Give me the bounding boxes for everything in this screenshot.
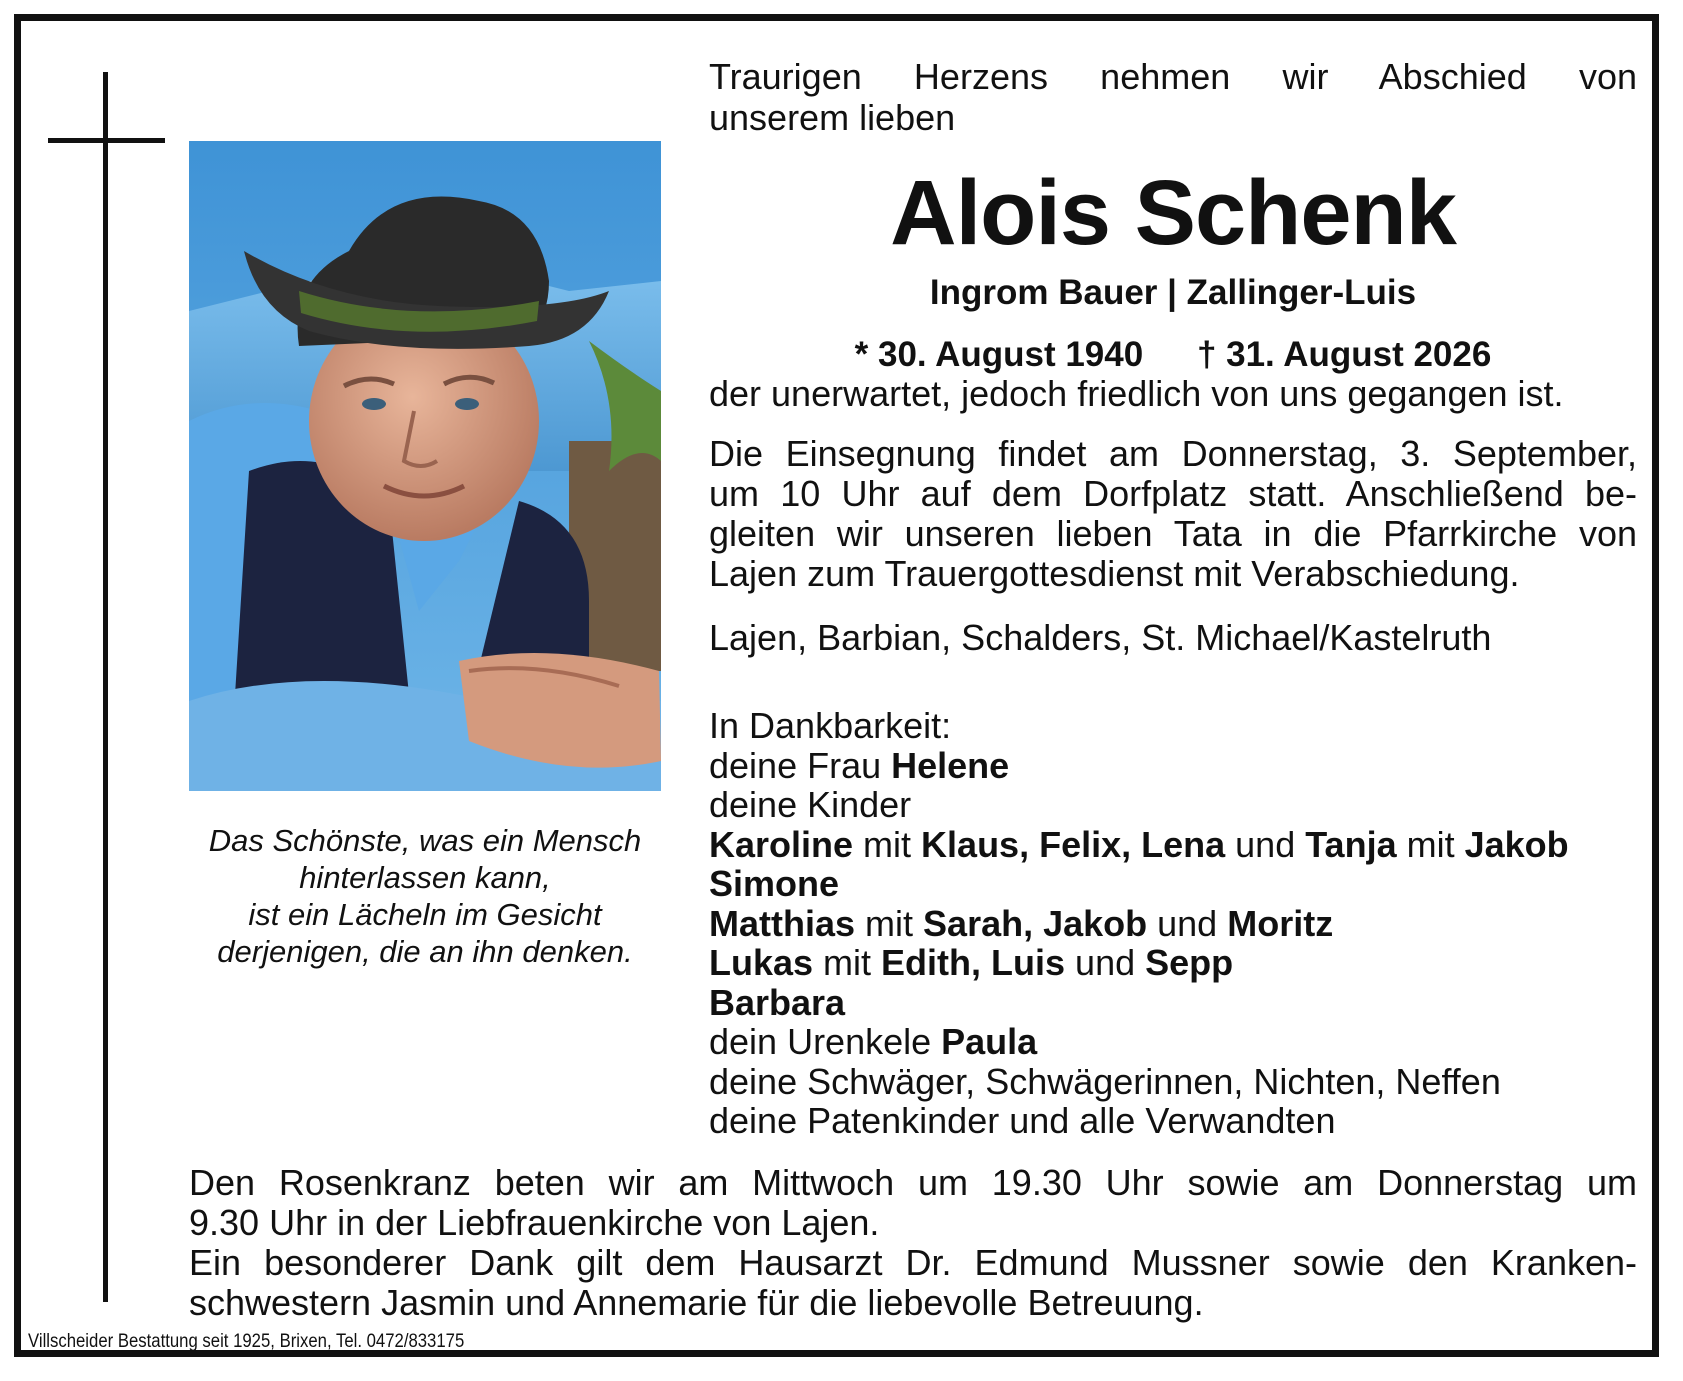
mourner-line: Lukas mit Edith, Luis und Sepp: [709, 942, 1234, 983]
intro-line-1: Traurigen Herzens nehmen wir Abschied von: [709, 56, 1637, 97]
quote-line: ist ein Lächeln im Gesicht: [248, 897, 602, 932]
ceremony-text: [709, 434, 1637, 594]
mourners-list: [709, 706, 1639, 1141]
thanks-heading: In Dankbarkeit:: [709, 705, 952, 746]
mourner-line: deine Schwäger, Schwägerinnen, Nichten, Neffen: [709, 1060, 1501, 1102]
deceased-name: Alois Schenk: [890, 162, 1456, 264]
portrait-photo: [189, 141, 661, 791]
deceased-farm-name: Ingrom Bauer | Zallinger-Luis: [929, 273, 1417, 312]
quote-line: derjenigen, die an ihn denken.: [217, 934, 633, 969]
closing-line: 9.30 Uhr in der Liebfrauenkirche von Lajen.: [189, 1202, 880, 1243]
cross-horizontal-bar: [48, 138, 165, 143]
ceremony-line: um 10 Uhr auf dem Dorfplatz statt. Anschließend be-: [709, 473, 1637, 514]
quote-line: hinterlassen kann,: [299, 860, 551, 895]
birth-date: * 30. August 1940: [854, 335, 1144, 374]
funeral-home-footer: Villscheider Bestattung seit 1925, Brixen, Tel. 0472/833175: [28, 1331, 465, 1352]
ceremony-line: gleiten wir unseren lieben Tata in die Pfarrkirche von: [709, 513, 1637, 554]
ceremony-line: Lajen zum Trauergottesdienst mit Verabschiedung.: [709, 553, 1520, 594]
life-dates: [709, 334, 1637, 376]
closing-line: schwestern Jasmin und Annemarie für die liebevolle Betreuung.: [189, 1282, 1204, 1323]
memorial-quote: [170, 822, 680, 970]
passing-text: der unerwartet, jedoch friedlich von uns gegangen ist.: [709, 373, 1564, 414]
death-date: † 31. August 2026: [1196, 335, 1492, 374]
closing-text: [189, 1163, 1637, 1323]
closing-line: Ein besonderer Dank gilt dem Hausarzt Dr. Edmund Mussner sowie den Kranken-: [189, 1242, 1637, 1283]
mourner-line: Karoline mit Klaus, Felix, Lena und Tanja mit Jakob: [709, 823, 1569, 865]
mourner-line: Barbara: [709, 981, 846, 1023]
mourner-line: dein Urenkele Paula: [709, 1021, 1038, 1062]
mourner-line: Matthias mit Sarah, Jakob und Moritz: [709, 902, 1334, 944]
closing-line: Den Rosenkranz beten wir am Mittwoch um 19.30 Uhr sowie am Donnerstag um: [189, 1162, 1637, 1203]
children-heading: deine Kinder: [709, 784, 912, 825]
places-text: Lajen, Barbian, Schalders, St. Michael/Kastelruth: [709, 617, 1492, 658]
mourner-line: Simone: [709, 863, 840, 904]
intro-text: [709, 56, 1637, 138]
intro-line-2: unserem lieben: [709, 97, 956, 138]
mourner-line: deine Frau Helene: [709, 744, 1010, 786]
cross-vertical-bar: [103, 72, 108, 1302]
quote-line: Das Schönste, was ein Mensch: [208, 823, 642, 858]
ceremony-line: Die Einsegnung findet am Donnerstag, 3. September,: [709, 433, 1637, 474]
mourner-line: deine Patenkinder und alle Verwandten: [709, 1100, 1336, 1141]
